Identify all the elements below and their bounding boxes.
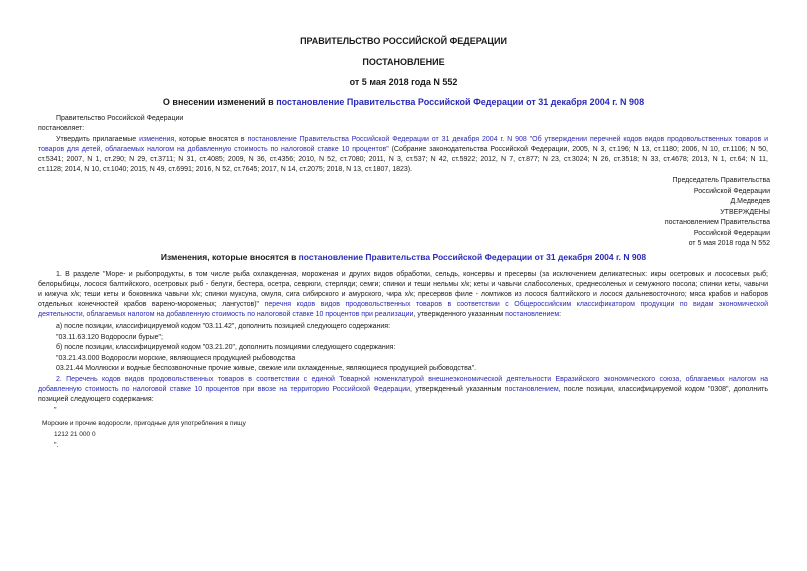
intro-line-2: постановляет:	[38, 125, 85, 132]
item-name: Морские и прочие водоросли, пригодные для употребления в пищу	[42, 420, 246, 427]
decree-908-link[interactable]: постановление Правительства Российской Федерации от 31 декабря 2004 г. N 908 "Об утверждении перечней кодов видов продовольственных товаров и	[247, 136, 769, 143]
item2-l2b: , утвержденный указанным	[410, 386, 505, 393]
document-title	[0, 97, 807, 107]
item1-a: а) после позиции, классифицируемой кодом "03.11.42", дополнить позицией следующего содержания:	[56, 323, 391, 330]
item1-l5b: , утвержденного указанным	[413, 311, 506, 318]
intro-line-1: Правительство Российской Федерации	[56, 115, 184, 122]
item1-b-value-1: "03.21.43.000 Водоросли морские, являющиеся продукцией рыбоводства	[56, 355, 296, 362]
title-prefix: О внесении изменений в	[162, 97, 277, 107]
date-number: от 5 мая 2018 года N 552	[349, 77, 458, 87]
item1-l1: 1. В разделе "Море- и рыбопродукты, в том числе рыба охлажденная, мороженая и других видов обработки, сельдь, консервы и пресервы (за исключением деликатесных: икры осетровых и лососевых рыб;	[56, 271, 768, 278]
decree-link-2[interactable]: постановлением	[504, 386, 559, 393]
signature-chair: Председатель Правительства	[672, 177, 770, 184]
item2-l2d: , после позиции, классифицируемой кодом "0308", дополнить	[558, 386, 769, 393]
changes-title	[0, 252, 807, 262]
item2-paragraph	[38, 375, 768, 405]
decree-l2b: (Собрание законодательства Российской Федерации, 2005, N 3, ст.196; N 13, ст.1180; 2006, N 10, ст.1106; N 50,	[388, 146, 769, 153]
decree-l3: ст.5341; 2007, N 1, ст.290; N 29, ст.3711; N 31, ст.4085; 2009, N 36, ст.4356; 2010, N 52, ст.7080; 2011, N 3, ст.537; N 42, ст.5922; 2012, N 7, ст.877; N 23, ст.3024; N 26, ст.3518; N 33, ст.4678; 2013, N 1, ст.64; N 11,	[38, 156, 768, 163]
approved-date: от 5 мая 2018 года N 552	[688, 240, 770, 247]
item1-a-value: "03.11.63.120 Водоросли бурые";	[56, 334, 163, 341]
item1-l3: и кижуча х/к; теши кеты и боковника чавычи х/к; спинки муксуна, омуля, сига сибирского и амурского, чира х/к; пресервов филе - ломтиков из лосося балтийского и лосося дальневосточного; мяса крабов и наборов	[38, 291, 768, 298]
codes-list-link[interactable]: перечня кодов видов продовольственных товаров в соответствии с Общероссийским классификатором продукции по видам экономической	[264, 301, 769, 308]
decree-l4: ст.1128; 2014, N 10, ст.1040; 2015, N 49, ст.6991; 2016, N 52, ст.7645; 2017, N 14, ст.2075; 2018, N 13, ст.1807, 1823).	[38, 166, 413, 173]
item-code: 1212 21 000 0	[54, 431, 96, 438]
changes-title-link[interactable]: постановление Правительства Российской Федерации от 31 декабря 2004 г. N 908	[298, 252, 647, 262]
item1-b: б) после позиции, классифицируемой кодом "03.21.20", дополнить позициями следующего содержания:	[56, 344, 396, 351]
item1-l4a: отдельных конечностей крабов варено-мороженых; лангустов)"	[38, 301, 265, 308]
approved-by: постановлением Правительства	[664, 219, 770, 226]
item1-l2: белорыбицы, лосося балтийского, осетровых рыб - белуги, бестера, осетра, севрюги, стерляди; семги; спинки и теши нельмы х/к; кеты и чавычи слабосоленых, среднесоленых и семужного посола; спинки кеты, чавычи	[38, 281, 768, 288]
government-heading: ПРАВИТЕЛЬСТВО РОССИЙСКОЙ ФЕДЕРАЦИИ	[300, 36, 507, 46]
item1-b-value-2: 03.21.44 Моллюски и водные беспозвоночные прочие живые, свежие или охлажденные, являющиеся продукцией рыбоводства".	[56, 365, 477, 372]
item2-link-cont[interactable]: добавленную стоимость по налоговой ставке 10 процентов при ввозе на территорию Российской Федерации	[38, 386, 411, 393]
decree-908-link-cont[interactable]: товаров для детей, облагаемых налогом на добавленную стоимость по налоговой ставке 10 процентов"	[38, 146, 389, 153]
decree-l1a: Утвердить прилагаемые	[56, 136, 140, 143]
decree-paragraph	[38, 135, 768, 175]
approved-label: УТВЕРЖДЕНЫ	[720, 208, 770, 216]
decree-link-1[interactable]: постановлением	[505, 311, 560, 318]
document-type: ПОСТАНОВЛЕНИЕ	[362, 57, 445, 67]
changes-title-prefix: Изменения, которые вносятся в	[160, 252, 299, 262]
signature-name: Д.Медведев	[730, 198, 770, 205]
item1-l5d: :	[559, 311, 562, 318]
item2-l3: позицией следующего содержания:	[38, 396, 154, 403]
signature-country: Российской Федерации	[693, 187, 770, 195]
decree-l1c: , которые вносятся в	[174, 136, 248, 143]
signature-block	[560, 176, 770, 250]
codes-list-link-cont[interactable]: деятельности, облагаемых налогом на добавленную стоимость по налоговой ставке 10 процентов при реализации	[38, 311, 414, 318]
item2-link[interactable]: 2. Перечень кодов видов продовольственных товаров в соответствии с единой Товарной номенклатурой внешнеэкономической деятельности Евразийского экономического союза, облагаемых налогом на	[56, 376, 768, 383]
quote-close: ".	[54, 442, 59, 449]
title-link[interactable]: постановление Правительства Российской Федерации от 31 декабря 2004 г. N 908	[276, 97, 645, 107]
item1-paragraph	[38, 270, 768, 320]
approved-country: Российской Федерации	[693, 229, 770, 237]
quote-open: "	[54, 407, 57, 414]
changes-link[interactable]: изменения	[139, 136, 175, 143]
